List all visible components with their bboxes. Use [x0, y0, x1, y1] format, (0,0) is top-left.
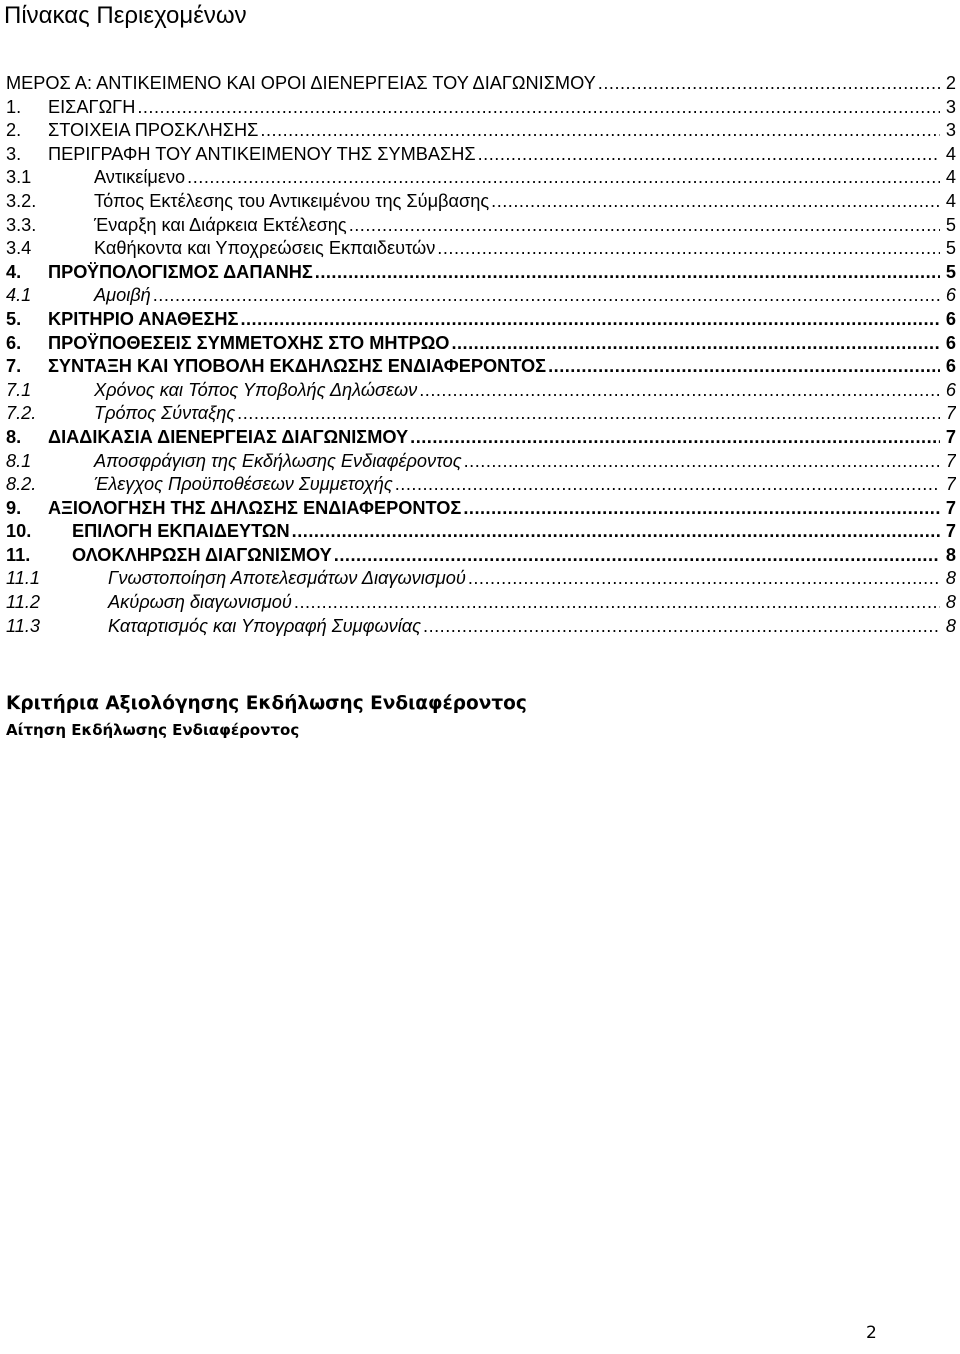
- toc-entry-page: 7: [945, 521, 956, 542]
- toc-entry[interactable]: [6, 214, 956, 238]
- toc-entry-number: 11.1: [6, 568, 41, 589]
- toc-entry-number: 4.: [6, 261, 22, 282]
- toc-entry-page: 6: [945, 379, 956, 400]
- toc-entry[interactable]: [6, 332, 956, 356]
- toc-entry-number: 3.1: [6, 167, 32, 188]
- toc-dot-leader: [423, 615, 940, 639]
- toc-dot-leader: [491, 190, 940, 214]
- toc-entry-title: Χρόνος και Τόπος Υποβολής Δηλώσεων: [94, 379, 418, 400]
- toc-dot-leader: [237, 402, 940, 426]
- toc-entry-number: 4.1: [6, 285, 32, 306]
- toc-entry-title: ΚΡΙΤΗΡΙΟ ΑΝΑΘΕΣΗΣ: [48, 308, 239, 329]
- toc-entry-title: ΠΡΟΫΠΟΘΕΣΕΙΣ ΣΥΜΜΕΤΟΧΗΣ ΣΤΟ ΜΗΤΡΩΟ: [48, 332, 450, 353]
- toc-entry-number: 8.: [6, 426, 22, 447]
- toc-entry-page: 4: [945, 143, 956, 164]
- toc-extra-subheading[interactable]: Αίτηση Εκδήλωσης Ενδιαφέροντος: [6, 721, 300, 739]
- toc-dot-leader: [187, 166, 940, 190]
- page-title: Πίνακας Περιεχομένων: [4, 2, 247, 29]
- toc-entry-title: ΜΕΡΟΣ Α: ΑΝΤΙΚΕΙΜΕΝΟ ΚΑΙ ΟΡΟΙ ΔΙΕΝΕΡΓΕΙΑΣ ΤΟΥ ΔΙΑΓΩΝΙΣΜΟΥ: [6, 73, 596, 93]
- toc-entry-title: ΕΙΣΑΓΩΓΗ: [48, 96, 136, 117]
- toc-dot-leader: [468, 567, 940, 591]
- toc-dot-leader: [419, 379, 940, 403]
- toc-entry-page: 7: [945, 426, 956, 447]
- toc-entry-number: 2.: [6, 120, 22, 141]
- toc-entry[interactable]: [6, 426, 956, 450]
- toc-dot-leader: [478, 143, 940, 167]
- toc-entry-page: 8: [945, 568, 956, 589]
- toc-entry[interactable]: [6, 355, 956, 379]
- page-number: 2: [866, 1323, 877, 1343]
- toc-entry[interactable]: [6, 567, 956, 591]
- toc-entry[interactable]: [6, 379, 956, 403]
- toc-entry-page: 4: [945, 190, 956, 211]
- toc-dot-leader: [349, 214, 940, 238]
- toc-entry[interactable]: [6, 166, 956, 190]
- toc-entry-page: 3: [945, 96, 956, 117]
- toc-entry[interactable]: [6, 190, 956, 214]
- toc-entry-number: 3.4: [6, 238, 32, 259]
- toc-entry-page: 7: [945, 403, 956, 424]
- toc-entry-number: 11.2: [6, 592, 41, 613]
- toc-entry-number: 3.3.: [6, 214, 37, 235]
- toc-dot-leader: [463, 497, 940, 521]
- toc-entry-page: 6: [945, 332, 956, 353]
- toc-entry[interactable]: [6, 615, 956, 639]
- toc-entry-title: ΑΞΙΟΛΟΓΗΣΗ ΤΗΣ ΔΗΛΩΣΗΣ ΕΝΔΙΑΦΕΡΟΝΤΟΣ: [48, 497, 462, 518]
- toc-entry-title: Τόπος Εκτέλεσης του Αντικειμένου της Σύμβασης: [94, 190, 490, 211]
- toc-entry-number: 7.2.: [6, 403, 37, 424]
- toc-entry-title: Ακύρωση διαγωνισμού: [108, 592, 292, 613]
- toc-entry-title: ΠΕΡΙΓΡΑΦΗ ΤΟΥ ΑΝΤΙΚΕΙΜΕΝΟΥ ΤΗΣ ΣΥΜΒΑΣΗΣ: [48, 143, 476, 164]
- toc-entry[interactable]: [6, 143, 956, 167]
- toc-entry-page: 8: [945, 615, 956, 636]
- toc-dot-leader: [292, 520, 940, 544]
- toc-entry-page: 6: [945, 356, 956, 377]
- toc-entry-number: 7.: [6, 356, 22, 377]
- toc-entry-page: 7: [945, 497, 956, 518]
- toc-dot-leader: [451, 332, 940, 356]
- toc-entry[interactable]: [6, 237, 956, 261]
- toc-dot-leader: [464, 450, 940, 474]
- toc-entry-page: 7: [945, 474, 956, 495]
- toc-entry-title: ΔΙΑΔΙΚΑΣΙΑ ΔΙΕΝΕΡΓΕΙΑΣ ΔΙΑΓΩΝΙΣΜΟΥ: [48, 426, 409, 447]
- toc-entry-title: Έναρξη και Διάρκεια Εκτέλεσης: [94, 214, 347, 235]
- toc-dot-leader: [548, 355, 940, 379]
- toc-entry-number: 6.: [6, 332, 22, 353]
- toc-entry-number: 3.2.: [6, 190, 37, 211]
- toc-entry[interactable]: [6, 497, 956, 521]
- toc-entry-page: 3: [945, 120, 956, 141]
- toc-entry[interactable]: [6, 261, 956, 285]
- toc-entry-number: 11.3: [6, 615, 41, 636]
- toc-dot-leader: [395, 473, 940, 497]
- toc-entry[interactable]: [6, 402, 956, 426]
- toc-dot-leader: [410, 426, 940, 450]
- table-of-contents: [6, 72, 956, 638]
- toc-dot-leader: [315, 261, 940, 285]
- toc-entry-number: 9.: [6, 497, 22, 518]
- toc-entry-title: Αποσφράγιση της Εκδήλωσης Ενδιαφέροντος: [94, 450, 462, 471]
- toc-entry-number: 10.: [6, 521, 32, 542]
- toc-entry[interactable]: [6, 96, 956, 120]
- toc-dot-leader: [598, 72, 940, 96]
- toc-entry-title: ΣΥΝΤΑΞΗ ΚΑΙ ΥΠΟΒΟΛΗ ΕΚΔΗΛΩΣΗΣ ΕΝΔΙΑΦΕΡΟΝΤΟΣ: [48, 356, 547, 377]
- toc-dot-leader: [153, 284, 940, 308]
- toc-entry-number: 1.: [6, 96, 22, 117]
- toc-entry-number: 3.: [6, 143, 22, 164]
- toc-dot-leader: [437, 237, 940, 261]
- toc-entry[interactable]: [6, 520, 956, 544]
- toc-entry-title: Έλεγχος Προϋποθέσεων Συμμετοχής: [94, 474, 393, 495]
- toc-dot-leader: [294, 591, 940, 615]
- toc-entry[interactable]: [6, 450, 956, 474]
- toc-entry-title: Αμοιβή: [94, 285, 151, 306]
- toc-entry[interactable]: [6, 591, 956, 615]
- toc-entry-number: 8.1: [6, 450, 32, 471]
- toc-entry[interactable]: [6, 284, 956, 308]
- toc-entry-title: ΟΛΟΚΛΗΡΩΣΗ ΔΙΑΓΩΝΙΣΜΟΥ: [72, 544, 332, 565]
- toc-entry-number: 8.2.: [6, 474, 37, 495]
- toc-entry-title: Καταρτισμός και Υπογραφή Συμφωνίας: [108, 615, 422, 636]
- toc-entry-page: 4: [945, 167, 956, 188]
- toc-dot-leader: [260, 119, 940, 143]
- toc-entry-title: ΕΠΙΛΟΓΗ ΕΚΠΑΙΔΕΥΤΩΝ: [72, 521, 290, 542]
- toc-entry[interactable]: [6, 473, 956, 497]
- toc-entry-page: 2: [945, 73, 956, 93]
- toc-entry-number: 11.: [6, 544, 31, 565]
- toc-entry-number: 7.1: [6, 379, 32, 400]
- toc-entry-page: 8: [945, 592, 956, 613]
- toc-dot-leader: [334, 544, 940, 568]
- toc-entry-title: Τρόπος Σύνταξης: [94, 403, 236, 424]
- toc-extra-heading[interactable]: Κριτήρια Αξιολόγησης Εκδήλωσης Ενδιαφέροντος: [6, 693, 527, 714]
- toc-dot-leader: [137, 96, 940, 120]
- toc-entry-title: Καθήκοντα και Υποχρεώσεις Εκπαιδευτών: [94, 238, 436, 259]
- toc-entry-page: 8: [945, 544, 956, 565]
- toc-entry-page: 5: [945, 261, 956, 282]
- toc-entry-page: 5: [945, 214, 956, 235]
- toc-dot-leader: [240, 308, 940, 332]
- toc-entry[interactable]: [6, 119, 956, 143]
- toc-entry-page: 7: [945, 450, 956, 471]
- toc-entry[interactable]: [6, 308, 956, 332]
- toc-entry-page: 6: [945, 285, 956, 306]
- toc-entry-number: 5.: [6, 308, 22, 329]
- toc-entry-title: Αντικείμενο: [94, 167, 186, 188]
- toc-entry-title: ΣΤΟΙΧΕΙΑ ΠΡΟΣΚΛΗΣΗΣ: [48, 120, 259, 141]
- toc-entry-title: Γνωστοποίηση Αποτελεσμάτων Διαγωνισμού: [108, 568, 466, 589]
- toc-entry-page: 6: [945, 308, 956, 329]
- toc-entry[interactable]: [6, 72, 956, 96]
- toc-entry-page: 5: [945, 238, 956, 259]
- toc-entry[interactable]: [6, 544, 956, 568]
- toc-entry-title: ΠΡΟΫΠΟΛΟΓΙΣΜΟΣ ΔΑΠΑΝΗΣ: [48, 261, 313, 282]
